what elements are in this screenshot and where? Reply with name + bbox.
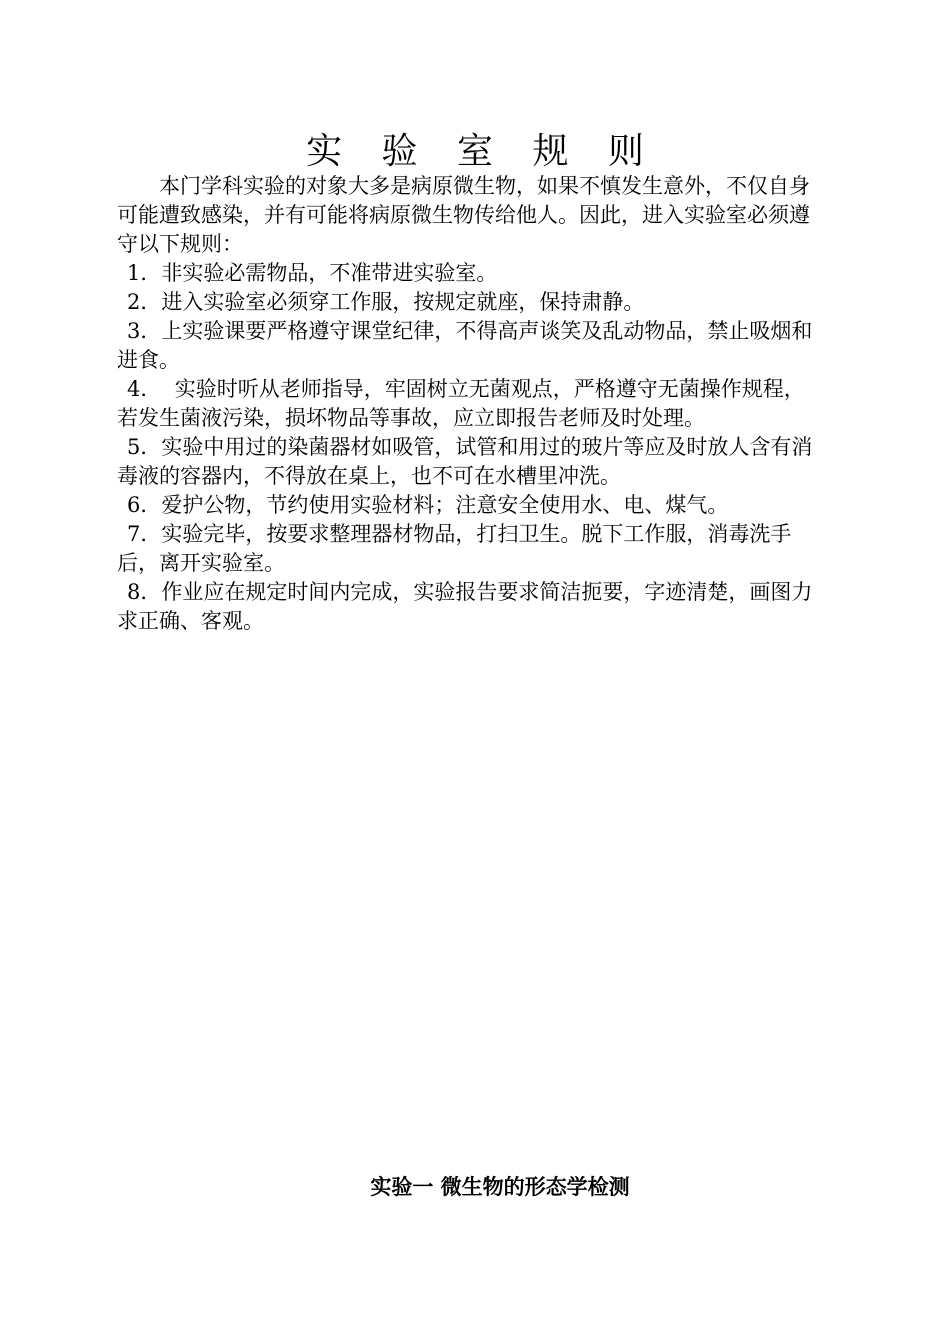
- rule-number: 7．: [127, 522, 162, 546]
- section-heading: 实验一 微生物的形态学检测: [370, 1175, 630, 1199]
- rule-item-8: [117, 578, 817, 636]
- rule-item-4: [117, 375, 817, 433]
- rule-number: 4．: [127, 377, 162, 401]
- intro-paragraph: 本门学科实验的对象大多是病原微生物，如果不慎发生意外，不仅自身可能遭致感染，并有可能将病原微生物传给他人。因此，进入实验室必须遵守以下规则：: [117, 174, 810, 256]
- rule-item-2: [117, 288, 817, 317]
- rule-item-5: [117, 433, 817, 491]
- rule-item-3: [117, 317, 817, 375]
- rule-number: 8．: [127, 580, 162, 604]
- rule-text: 作业应在规定时间内完成，实验报告要求简洁扼要，字迹清楚，画图力求正确、客观。: [117, 580, 813, 633]
- rule-number: 5．: [127, 435, 162, 459]
- rule-text: 进入实验室必须穿工作服，按规定就座，保持肃静。: [161, 290, 645, 314]
- rule-text: 实验中用过的染菌器材如吸管，试管和用过的玻片等应及时放人含有消毒液的容器内，不得放在桌上，也不可在水槽里冲洗。: [117, 435, 813, 488]
- rule-number: 6．: [127, 493, 162, 517]
- rule-text: 上实验课要严格遵守课堂纪律，不得高声谈笑及乱动物品，禁止吸烟和进食。: [117, 319, 813, 372]
- rule-number: 3．: [127, 319, 162, 343]
- rule-text: 非实验必需物品，不准带进实验室。: [161, 261, 498, 285]
- rule-text: 爱护公物，节约使用实验材料；注意安全使用水、电、煤气。: [161, 493, 729, 517]
- rule-number: 2．: [127, 290, 162, 314]
- rules-body: [117, 172, 817, 636]
- rule-item-6: [117, 491, 817, 520]
- rule-text: 实验完毕，按要求整理器材物品，打扫卫生。脱下工作服，消毒洗手后，离开实验室。: [117, 522, 792, 575]
- rule-text: 实验时听从老师指导，牢固树立无菌观点，严格遵守无菌操作规程，若发生菌液污染，损坏物品等事故，应立即报告老师及时处理。: [117, 377, 805, 430]
- rule-item-1: [117, 259, 817, 288]
- rule-item-7: [117, 520, 817, 578]
- page-title: 实 验 室 规 则: [306, 131, 658, 172]
- rule-number: 1．: [127, 261, 162, 285]
